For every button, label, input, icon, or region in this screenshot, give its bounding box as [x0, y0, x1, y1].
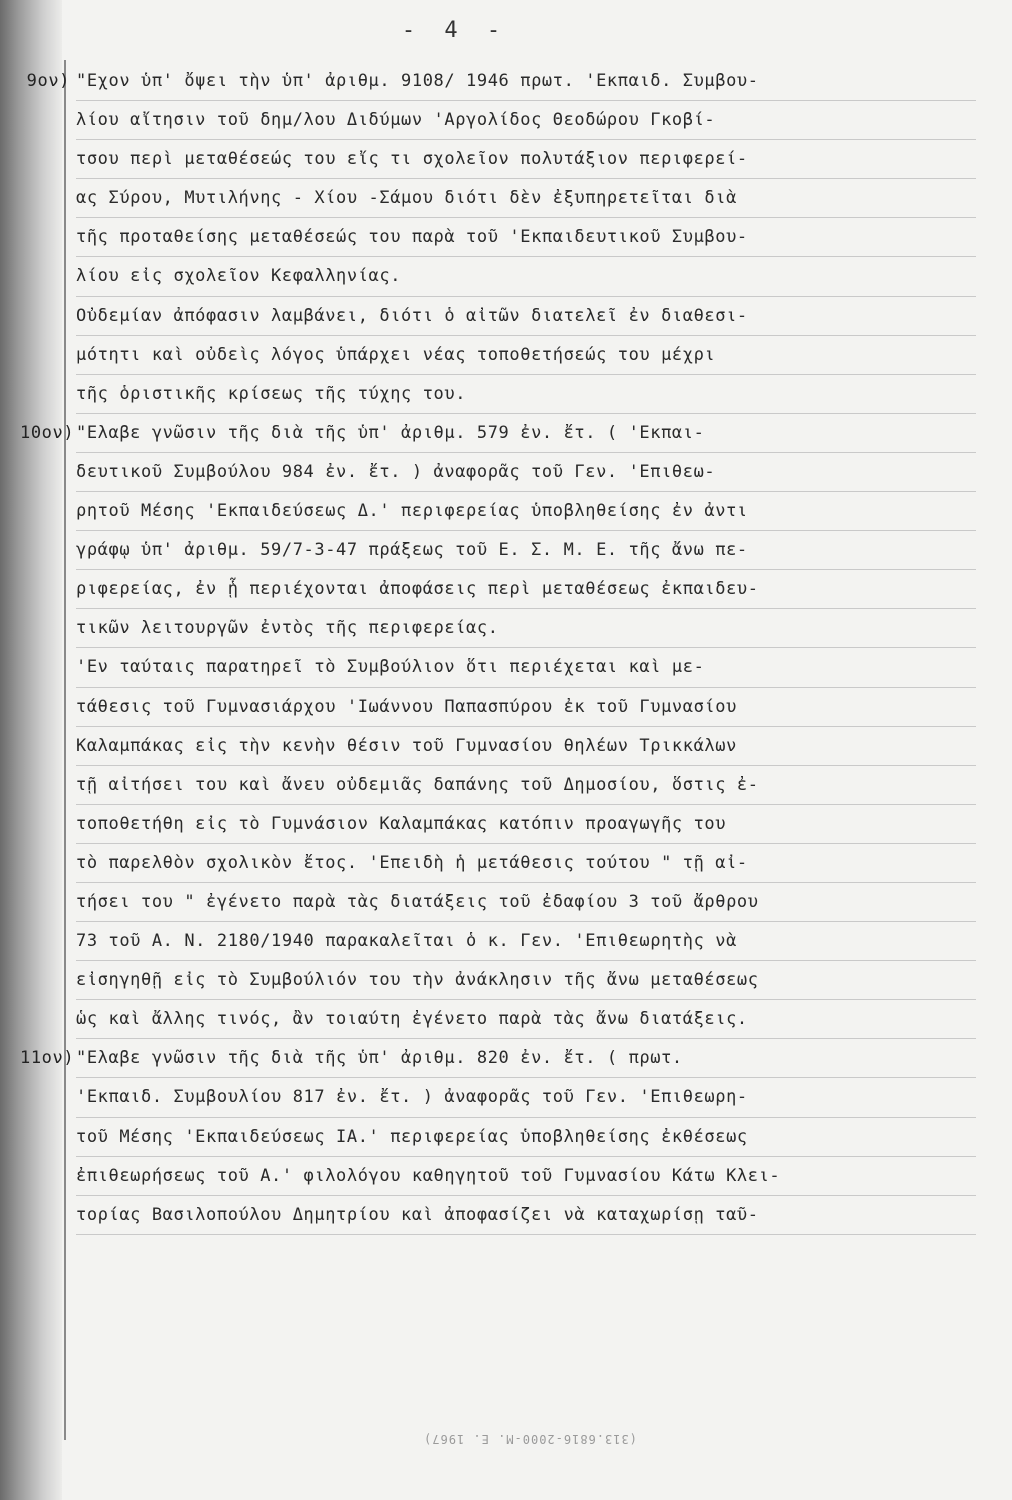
line-text: μότητι καὶ οὐδεὶς λόγος ὑπάρχει νέας τοποθετήσεώς του μέχρι — [76, 344, 716, 365]
binding-edge — [0, 0, 62, 1500]
line-text: ριφερείας, ἐν ᾗ περιέχονται ἀποφάσεις περὶ μεταθέσεως ἐκπαιδευ- — [76, 579, 759, 600]
line-text: γράφῳ ὑπ' ἀριθμ. 59/7-3-47 πράξεως τοῦ Ε. Σ. Μ. Ε. τῆς ἄνω πε- — [76, 540, 748, 561]
line-text: ἐπιθεωρήσεως τοῦ Α.' φιλολόγου καθηγητοῦ τοῦ Γυμνασίου Κάτω Κλει- — [76, 1165, 781, 1186]
line-text: τῆς προταθείσης μεταθέσεώς του παρὰ τοῦ 'Εκπαιδευτικοῦ Συμβου- — [76, 227, 748, 248]
line-text: λίου εἰς σχολεῖον Κεφαλληνίας. — [76, 266, 402, 287]
item-number: 11ον) — [20, 1048, 75, 1069]
text-line — [76, 336, 976, 375]
text-line — [76, 140, 976, 179]
line-text: τσου περὶ μεταθέσεώς του εἴς τι σχολεῖον πολυτάξιον περιφερεί- — [76, 149, 748, 170]
text-line — [76, 648, 976, 687]
text-line — [76, 805, 976, 844]
page-number: - 4 - — [401, 18, 509, 43]
item-number: 10ον) — [20, 422, 75, 443]
text-line — [76, 570, 976, 609]
line-text: τοῦ Μέσης 'Εκπαιδεύσεως ΙΑ.' περιφερείας ὑποβληθείσης ἐκθέσεως — [76, 1126, 748, 1147]
line-text: λίου αἴτησιν τοῦ δημ/λου Διδύμων 'Αργολίδος Θεοδώρου Γκοβί- — [76, 110, 716, 131]
line-text: τορίας Βασιλοπούλου Δημητρίου καὶ ἀποφασίζει νὰ καταχωρίσῃ ταῦ- — [76, 1204, 759, 1225]
text-line — [76, 101, 976, 140]
text-line — [76, 883, 976, 922]
line-text: ας Σύρου, Μυτιλήνης - Χίου -Σάμου διότι δὲν ἐξυπηρετεῖται διὰ — [76, 188, 737, 209]
text-line — [76, 531, 976, 570]
text-line — [26, 62, 976, 101]
line-text: "Ελαβε γνῶσιν τῆς διὰ τῆς ὑπ' ἀριθμ. 579 ἐν. ἔτ. ( 'Εκπαι- — [76, 422, 705, 443]
line-text: δευτικοῦ Συμβούλου 984 ἐν. ἔτ. ) ἀναφορᾶς τοῦ Γεν. 'Επιθεω- — [76, 461, 716, 482]
text-line — [76, 375, 976, 414]
printer-footer: (313.6816-2000-Μ. Ε. 1967) — [423, 1432, 637, 1446]
text-line — [76, 961, 976, 1000]
line-text: 'Εκπαιδ. Συμβουλίου 817 ἐν. ἔτ. ) ἀναφορᾶς τοῦ Γεν. 'Επιθεωρη- — [76, 1087, 748, 1108]
line-text: "Εχον ὑπ' ὄψει τὴν ὑπ' ἀριθμ. 9108/ 1946 πρωτ. 'Εκπαιδ. Συμβου- — [76, 71, 759, 91]
line-text: τήσει του " ἐγένετο παρὰ τὰς διατάξεις τοῦ ἐδαφίου 3 τοῦ ἄρθρου — [76, 891, 759, 912]
line-text: τάθεσις τοῦ Γυμνασιάρχου 'Ιωάννου Παπασπύρου ἐκ τοῦ Γυμνασίου — [76, 696, 737, 717]
text-line — [76, 1000, 976, 1039]
text-line — [76, 609, 976, 648]
line-text: 'Εν ταύταις παρατηρεῖ τὸ Συμβούλιον ὅτι περιέχεται καὶ με- — [76, 657, 705, 678]
line-text: εἰσηγηθῇ εἰς τὸ Συμβούλιόν του τὴν ἀνάκλησιν τῆς ἄνω μεταθέσεως — [76, 970, 759, 991]
text-line — [76, 1157, 976, 1196]
text-line — [76, 453, 976, 492]
text-line — [76, 844, 976, 883]
text-line — [76, 688, 976, 727]
text-line — [76, 179, 976, 218]
line-text: Οὐδεμίαν ἀπόφασιν λαμβάνει, διότι ὁ αἰτῶν διατελεῖ ἐν διαθεσι- — [76, 305, 748, 326]
text-line — [76, 1078, 976, 1117]
text-line — [76, 257, 976, 296]
item-number: 9ον) — [26, 71, 70, 91]
line-text: τῇ αἰτήσει του καὶ ἄνευ οὐδεμιᾶς δαπάνης τοῦ Δημοσίου, ὅστις ἐ- — [76, 774, 759, 795]
text-line — [20, 1039, 976, 1078]
text-line — [76, 492, 976, 531]
typed-text-body — [20, 62, 976, 1235]
text-line — [76, 727, 976, 766]
margin-rule — [64, 60, 66, 1440]
text-line — [76, 1196, 976, 1235]
line-text: "Ελαβε γνῶσιν τῆς διὰ τῆς ὑπ' ἀριθμ. 820 ἐν. ἔτ. ( πρωτ. — [76, 1048, 683, 1069]
text-line — [76, 1118, 976, 1157]
line-text: 73 τοῦ Α. Ν. 2180/1940 παρακαλεῖται ὁ κ. Γεν. 'Επιθεωρητὴς νὰ — [76, 931, 737, 952]
text-line — [76, 922, 976, 961]
line-text: Καλαμπάκας εἰς τὴν κενὴν θέσιν τοῦ Γυμνασίου θηλέων Τρικκάλων — [76, 735, 737, 756]
line-text: ρητοῦ Μέσης 'Εκπαιδεύσεως Δ.' περιφερείας ὑποβληθείσης ἐν ἀντι — [76, 501, 748, 522]
text-line — [76, 766, 976, 805]
line-text: τοποθετήθη εἰς τὸ Γυμνάσιον Καλαμπάκας κατόπιν προαγωγῆς του — [76, 813, 727, 834]
text-line — [20, 414, 976, 453]
text-line — [76, 218, 976, 257]
line-text: τικῶν λειτουργῶν ἐντὸς τῆς περιφερείας. — [76, 618, 499, 639]
line-text: τῆς ὁριστικῆς κρίσεως τῆς τύχης του. — [76, 383, 467, 404]
line-text: ὡς καὶ ἄλλης τινός, ἂν τοιαύτη ἐγένετο παρὰ τὰς ἄνω διατάξεις. — [76, 1009, 748, 1030]
line-text: τὸ παρελθὸν σχολικὸν ἔτος. 'Επειδὴ ἡ μετάθεσις τούτου " τῇ αἰ- — [76, 852, 748, 873]
text-line — [76, 297, 976, 336]
